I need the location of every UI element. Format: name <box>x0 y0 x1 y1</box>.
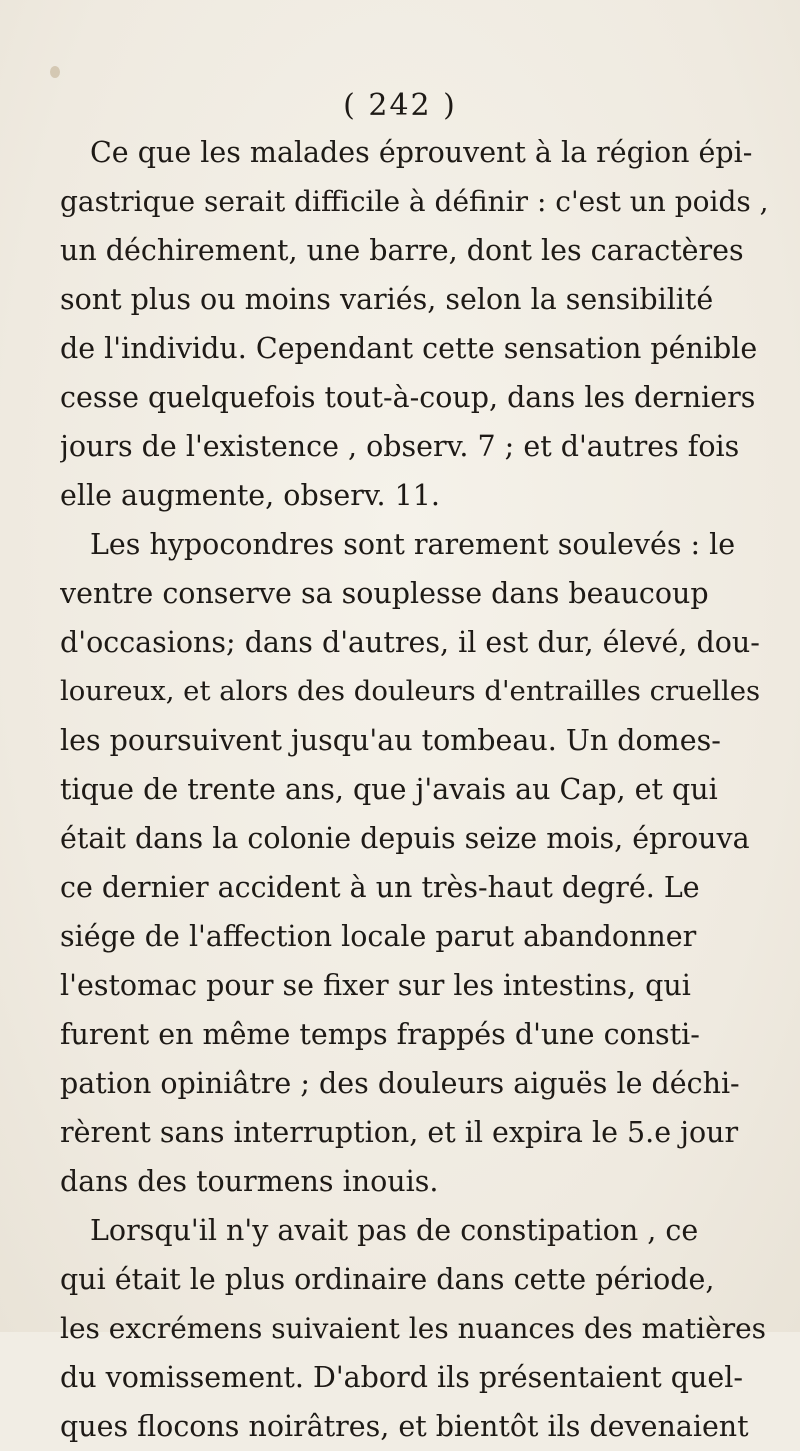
text-line: Les hypocondres sont rarement soulevés : le <box>90 528 736 561</box>
text-line: de l'individu. Cependant cette sensation pénible <box>60 332 758 365</box>
text-line: furent en même temps frappés d'une consti- <box>60 1018 700 1051</box>
text-line: l'estomac pour se fixer sur les intestins, qui <box>60 969 691 1002</box>
text-line: ques flocons noirâtres, et bientôt ils devenaient <box>60 1410 749 1443</box>
text-line: les excrémens suivaient les nuances des matières <box>60 1312 767 1345</box>
text-line: était dans la colonie depuis seize mois, éprouva <box>60 822 750 855</box>
text-line: pation opiniâtre ; des douleurs aiguës le déchi- <box>60 1067 740 1100</box>
paper-stain <box>50 66 60 78</box>
text-line: qui était le plus ordinaire dans cette période, <box>60 1263 715 1296</box>
text-line: rèrent sans interruption, et il expira le 5.e jour <box>60 1116 739 1149</box>
page-number: ( 242 ) <box>343 88 457 123</box>
text-line: sont plus ou moins variés, selon la sensibilité <box>60 283 714 316</box>
text-line: un déchirement, une barre, dont les caractères <box>60 234 744 267</box>
text-line: loureux, et alors des douleurs d'entrailles cruelles <box>60 675 761 707</box>
text-line: siége de l'affection locale parut abandonner <box>60 920 697 953</box>
text-line: dans des tourmens inouis. <box>60 1165 439 1198</box>
text-line: ventre conserve sa souplesse dans beaucoup <box>60 577 709 610</box>
text-line: gastrique serait difficile à définir : c'est un poids , <box>60 185 769 218</box>
text-line: jours de l'existence , observ. 7 ; et d'autres fois <box>60 430 740 463</box>
text-line: les poursuivent jusqu'au tombeau. Un domes- <box>60 724 721 757</box>
body-text <box>60 128 772 1451</box>
text-line: ce dernier accident à un très-haut degré. Le <box>60 871 700 904</box>
text-line: elle augmente, observ. 11. <box>60 479 440 512</box>
text-line: tique de trente ans, que j'avais au Cap, et qui <box>60 773 718 806</box>
text-line: Ce que les malades éprouvent à la région épi- <box>90 136 753 169</box>
text-line: Lorsqu'il n'y avait pas de constipation , ce <box>90 1214 699 1247</box>
text-line: cesse quelquefois tout-à-coup, dans les derniers <box>60 381 756 414</box>
text-line: d'occasions; dans d'autres, il est dur, élevé, dou- <box>60 626 760 659</box>
text-line: du vomissement. D'abord ils présentaient quel- <box>60 1361 743 1394</box>
